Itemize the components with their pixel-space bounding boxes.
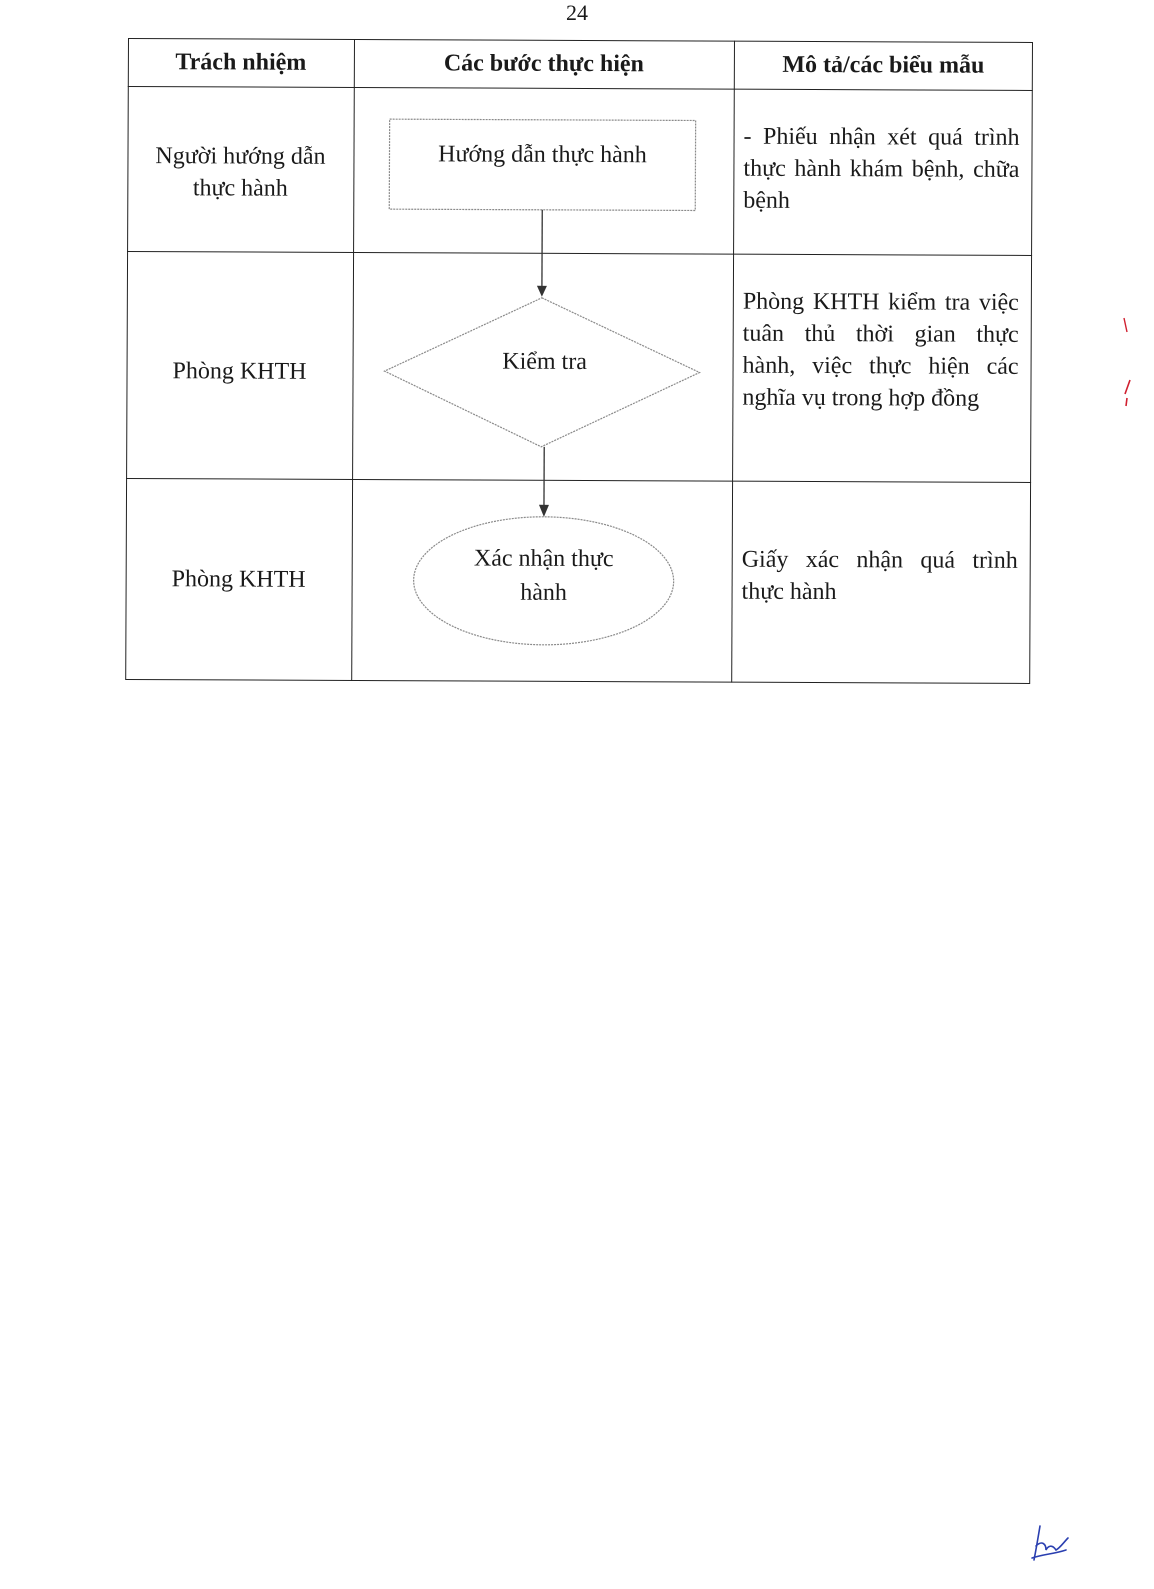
row-2-responsibility: Phòng KHTH xyxy=(172,358,307,385)
page-number: 24 xyxy=(566,0,588,25)
process-flow-table xyxy=(125,38,1033,684)
row-1-description: - Phiếu nhận xét quá trình thực hành khám bệnh, chữa bệnh xyxy=(743,123,1020,214)
row-3-responsibility: Phòng KHTH xyxy=(171,566,306,593)
arrowhead-2 xyxy=(539,505,549,517)
arrowhead-1 xyxy=(537,286,547,297)
header-steps: Các bước thực hiện xyxy=(443,49,644,77)
row-1-responsibility: Người hướng dẫn thực hành xyxy=(155,143,326,202)
step-2-label: Kiểm tra xyxy=(502,348,587,376)
step-1-label: Hướng dẫn thực hành xyxy=(438,141,647,169)
row-2-description: Phòng KHTH kiểm tra việc tuân thủ thời gian thực hành, việc thực hiện các nghĩa vụ trong hợp đồng xyxy=(742,288,1019,412)
handwritten-signature-icon xyxy=(1028,1520,1072,1564)
header-responsibility: Trách nhiệm xyxy=(175,48,307,76)
red-pen-mark-icon xyxy=(1118,310,1138,420)
step-3-label: Xác nhận thực hành xyxy=(473,545,614,606)
header-description: Mô tả/các biểu mẫu xyxy=(782,51,985,79)
row-3-description: Giấy xác nhận quá trình thực hành xyxy=(741,546,1018,606)
